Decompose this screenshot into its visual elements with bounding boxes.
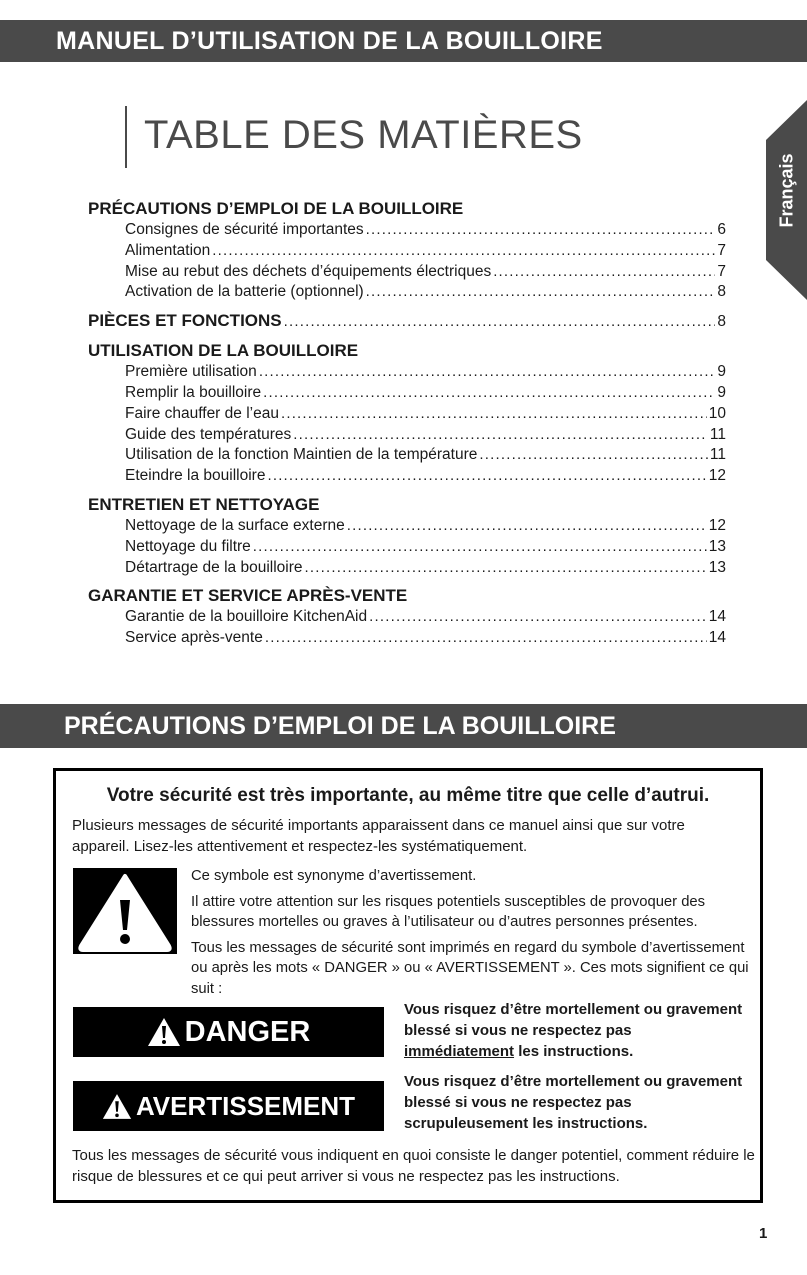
language-label	[777, 194, 798, 228]
safety-section-header	[0, 704, 807, 748]
toc-leader-dots	[369, 607, 707, 628]
manual-header	[0, 20, 807, 62]
toc-item[interactable]	[88, 466, 726, 487]
toc-page-number: 11	[709, 425, 726, 443]
toc-item-label: Garantie de la bouilloire KitchenAid	[125, 608, 368, 626]
toc-item-label: Première utilisation	[125, 363, 257, 381]
safety-headline: Votre sécurité est très importante, au même titre que celle d’autrui.	[106, 785, 710, 806]
toc-leader-dots	[493, 262, 715, 283]
toc-section	[88, 585, 726, 649]
danger-desc-post: les instructions.	[518, 1043, 634, 1060]
toc-section	[88, 340, 726, 487]
manual-title: MANUEL D’UTILISATION DE LA BOUILLOIRE	[56, 27, 603, 55]
toc-leader-dots	[479, 445, 708, 466]
toc-page-number: 14	[708, 608, 726, 626]
toc-section-heading[interactable]	[88, 198, 726, 220]
symbol-paragraph-1: Ce symbole est synonyme d’avertissement.	[191, 868, 477, 884]
danger-description	[404, 999, 744, 1062]
danger-desc-pre: Vous risquez d’être mortellement ou gravement blessé si vous ne respectez pas	[404, 1001, 743, 1039]
toc-item-label: Nettoyage du filtre	[125, 537, 251, 555]
danger-label	[73, 1007, 384, 1057]
toc-page-number: 10	[708, 404, 726, 422]
toc-title-rule	[125, 106, 127, 168]
toc-leader-dots	[366, 282, 716, 303]
toc-item-label: Guide des températures	[125, 425, 292, 443]
toc-page-number: 8	[717, 283, 726, 301]
toc-heading-label: PRÉCAUTIONS D’EMPLOI DE LA BOUILLOIRE	[88, 199, 464, 218]
warning-description: Vous risquez d’être mortellement ou gravement blessé si vous ne respectez pas scrupuleusement les instructions.	[404, 1073, 743, 1132]
toc-item-label: Détartrage de la bouilloire	[125, 558, 303, 576]
safety-box	[53, 768, 763, 1203]
toc-item[interactable]	[88, 628, 726, 649]
toc-item[interactable]	[88, 383, 726, 404]
toc-item[interactable]	[88, 558, 726, 579]
warning-label	[73, 1081, 384, 1131]
symbol-explanation	[191, 866, 756, 1004]
danger-desc-emphasis: immédiatement	[404, 1043, 515, 1060]
toc-page-number: 13	[708, 537, 726, 555]
toc-item[interactable]	[88, 516, 726, 537]
warning-signal-icon	[102, 1093, 132, 1120]
toc-section-heading[interactable]	[88, 585, 726, 607]
toc-section	[88, 198, 726, 303]
toc-leader-dots	[281, 404, 707, 425]
toc-page-number: 11	[709, 446, 726, 464]
toc-heading-label: GARANTIE ET SERVICE APRÈS-VENTE	[88, 586, 408, 606]
toc-item-label: Utilisation de la fonction Maintien de la température	[125, 446, 478, 464]
toc-leader-dots	[347, 516, 707, 537]
toc-page-number: 8	[717, 313, 726, 331]
toc-item[interactable]	[88, 241, 726, 262]
toc-page-number: 7	[717, 241, 726, 259]
toc-item[interactable]	[88, 282, 726, 303]
toc-section-heading[interactable]	[88, 340, 726, 362]
toc-leader-dots	[259, 362, 716, 383]
toc-page-number: 9	[717, 383, 726, 401]
safety-intro: Plusieurs messages de sécurité importants apparaissent dans ce manuel ainsi que sur votre appareil. Lisez-les attentivement et respectez-les systématiquement.	[72, 817, 685, 855]
toc-page-number: 13	[708, 558, 726, 576]
toc-item[interactable]	[88, 262, 726, 283]
toc-section	[88, 494, 726, 578]
toc-item-label: Remplir la bouilloire	[125, 383, 262, 401]
toc-item-label: Nettoyage de la surface externe	[125, 516, 345, 534]
toc-item-label: Service après-vente	[125, 629, 263, 647]
toc-leader-dots	[253, 537, 707, 558]
toc-page-number: 12	[708, 516, 726, 534]
toc-item[interactable]	[88, 220, 726, 241]
safety-section-title: PRÉCAUTIONS D’EMPLOI DE LA BOUILLOIRE	[64, 712, 616, 740]
toc-item[interactable]	[88, 445, 726, 466]
toc-item[interactable]	[88, 607, 726, 628]
toc-section-heading[interactable]	[88, 494, 726, 516]
symbol-paragraph-3: Tous les messages de sécurité sont imprimés en regard du symbole d’avertissement ou après les mots « DANGER » ou « AVERTISSEMENT ». Ces mots signifient ce qui suit :	[191, 939, 749, 997]
warning-triangle-icon	[73, 868, 177, 954]
toc-leader-dots	[366, 220, 716, 241]
toc-item-label: Mise au rebut des déchets d’équipements électriques	[125, 262, 492, 280]
safety-footer-note: Tous les messages de sécurité vous indiquent en quoi consiste le danger potentiel, comment réduire le risque de blessures et ce qui peut arriver si vous ne respectez pas les instructions.	[72, 1147, 755, 1185]
toc-heading-label: UTILISATION DE LA BOUILLOIRE	[88, 341, 359, 361]
toc-page-number: 14	[708, 629, 726, 647]
toc-leader-dots	[265, 628, 707, 649]
toc-page-number: 7	[717, 262, 726, 280]
symbol-paragraph-2: Il attire votre attention sur les risques potentiels susceptibles de provoquer des blessures mortelles ou graves à l’utilisateur ou d’autres personnes présentes.	[191, 893, 706, 930]
toc-item-label: Activation de la batterie (optionnel)	[125, 283, 364, 301]
toc-leader-dots	[263, 383, 715, 404]
toc-leader-dots	[293, 425, 708, 446]
toc-leader-dots	[212, 241, 715, 262]
toc-leader-dots	[305, 558, 707, 579]
toc-heading-label: PIÈCES ET FONCTIONS	[88, 311, 282, 331]
toc-heading-label: ENTRETIEN ET NETTOYAGE	[88, 494, 320, 514]
language-tab	[766, 100, 807, 300]
table-of-contents	[88, 198, 726, 656]
toc-section-heading[interactable]	[88, 310, 726, 333]
danger-label-text: DANGER	[184, 1015, 311, 1048]
toc-page-number: 12	[708, 467, 726, 485]
toc-item[interactable]	[88, 425, 726, 446]
toc-item-label: Eteindre la bouilloire	[125, 467, 266, 485]
toc-item-label: Consignes de sécurité importantes	[125, 221, 364, 238]
toc-page-number: 9	[717, 363, 726, 381]
toc-item[interactable]	[88, 404, 726, 425]
toc-title: TABLE DES MATIÈRES	[144, 113, 583, 157]
toc-item-label: Faire chauffer de l’eau	[125, 404, 279, 422]
toc-section	[88, 310, 726, 333]
toc-item[interactable]	[88, 537, 726, 558]
toc-item[interactable]	[88, 362, 726, 383]
toc-leader-dots	[267, 466, 706, 487]
toc-item-label: Alimentation	[125, 241, 211, 259]
warning-label-text: AVERTISSEMENT	[135, 1090, 356, 1121]
toc-leader-dots	[284, 311, 716, 333]
page-number: 1	[759, 1225, 768, 1242]
toc-page-number: 6	[717, 221, 726, 238]
danger-warning-icon	[147, 1017, 181, 1047]
